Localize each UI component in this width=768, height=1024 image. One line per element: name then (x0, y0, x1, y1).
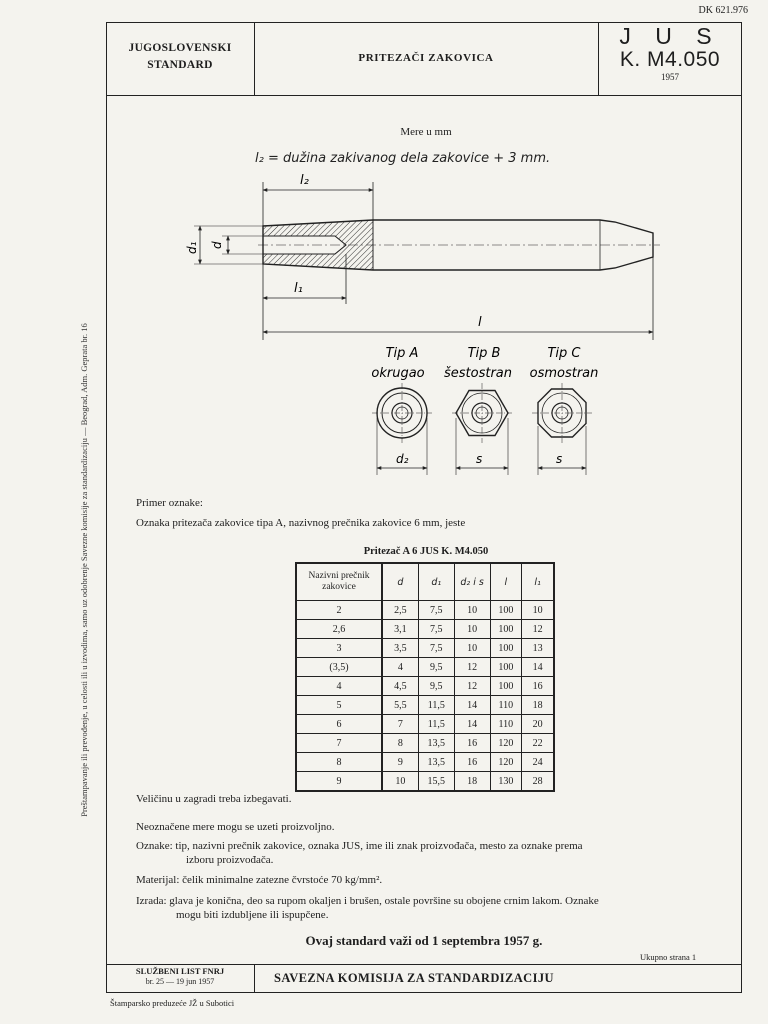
table-cell: 4,5 (382, 677, 418, 696)
table-cell: 14 (522, 658, 554, 677)
table-cell: 12 (454, 677, 490, 696)
table-cell: 5,5 (382, 696, 418, 715)
column-header-l1: l₁ (522, 563, 554, 601)
table-row (296, 658, 554, 677)
making-label: Izrada: (136, 895, 167, 907)
table-cell: 9,5 (418, 677, 454, 696)
printer-note: Štamparsko preduzeće JŽ u Subotici (110, 998, 235, 1008)
table-cell: 10 (454, 620, 490, 639)
standard-year: 1957 (661, 72, 679, 82)
table-cell: 7 (382, 715, 418, 734)
length-formula: l₂ = dužina zakivanog dela zakovice + 3 mm. (255, 151, 551, 166)
type-a-round-section (372, 383, 432, 443)
type-c-name: Tip C (547, 346, 581, 361)
total-pages: Ukupno strana 1 (640, 952, 697, 962)
note-marks (136, 839, 736, 867)
document-title: PRITEZAČI ZAKOVICA (358, 52, 494, 64)
s-hex-label: s (476, 452, 483, 466)
gazette-issue: br. 25 — 19 jun 1957 (145, 977, 215, 986)
table-cell: 100 (490, 658, 522, 677)
note-making (136, 894, 736, 922)
table-row (296, 772, 554, 792)
table-cell: 8 (382, 734, 418, 753)
table-cell: 100 (490, 677, 522, 696)
table-cell: 12 (454, 658, 490, 677)
table-cell: 24 (522, 753, 554, 772)
table-row (296, 601, 554, 620)
table-row (296, 639, 554, 658)
example-designation: Pritezač A 6 JUS K. M4.050 (363, 546, 489, 557)
dimensions-table (295, 562, 555, 792)
table-cell: 9,5 (418, 658, 454, 677)
table-cell: 8 (296, 753, 382, 772)
footer-divider (106, 964, 742, 965)
column-header-d2-s: d₂ i s (454, 563, 490, 601)
table-cell: 15,5 (418, 772, 454, 792)
table-cell: 22 (522, 734, 554, 753)
table-cell: 9 (382, 753, 418, 772)
table-cell: 16 (522, 677, 554, 696)
table-cell: 13 (522, 639, 554, 658)
type-b-name: Tip B (467, 346, 501, 361)
gazette-name: SLUŽBENI LIST FNRJ (135, 966, 225, 976)
jus-label: J U S (619, 23, 721, 49)
type-c-shape: osmostran (529, 366, 599, 381)
s-oct-label: s (556, 452, 563, 466)
l1-label: l₁ (294, 281, 303, 296)
dk-number: DK 621.976 (698, 5, 748, 16)
table-cell: 3,5 (382, 639, 418, 658)
technical-drawing (160, 140, 680, 480)
note-avoid: Veličinu u zagradi treba izbegavati. (136, 793, 292, 805)
table-cell: 110 (490, 715, 522, 734)
note-material (136, 873, 382, 887)
table-cell: 12 (522, 620, 554, 639)
column-header-d1: d₁ (418, 563, 454, 601)
column-header-d: d (382, 563, 418, 601)
table-cell: 3,1 (382, 620, 418, 639)
table-cell: 16 (454, 753, 490, 772)
table-cell: 11,5 (418, 696, 454, 715)
standard-code-block (598, 22, 742, 83)
table-cell: 2 (296, 601, 382, 620)
commission-name: SAVEZNA KOMISIJA ZA STANDARDIZACIJU (274, 971, 554, 985)
header-divider (106, 95, 742, 96)
d1-label: d₁ (185, 241, 199, 254)
table-cell: 100 (490, 639, 522, 658)
units-note: Mere u mm (400, 126, 452, 138)
standard-code: K. M4.050 (619, 48, 721, 71)
column-header-nominal-diameter: Nazivni prečnik zakovice (296, 563, 382, 601)
table-header-row (296, 563, 554, 601)
table-cell: 28 (522, 772, 554, 792)
l-label: l (478, 315, 482, 330)
table-cell: 9 (296, 772, 382, 792)
table-cell: 130 (490, 772, 522, 792)
table-cell: 100 (490, 601, 522, 620)
organization-name (106, 40, 254, 74)
table-cell: (3,5) (296, 658, 382, 677)
table-cell: 3 (296, 639, 382, 658)
table-cell: 20 (522, 715, 554, 734)
table-cell: 14 (454, 696, 490, 715)
official-gazette (106, 966, 254, 987)
material-label: Materijal: (136, 874, 180, 886)
making-text-1: glava je konična, deo sa rupom okaljen i brušen, ostale površine su obojene crnim lakom. Oznake (169, 895, 599, 907)
table-cell: 7,5 (418, 639, 454, 658)
table-cell: 2,6 (296, 620, 382, 639)
validity-statement: Ovaj standard važi od 1 septembra 1957 g. (305, 933, 543, 948)
table-cell: 14 (454, 715, 490, 734)
table-cell: 120 (490, 734, 522, 753)
table-cell: 2,5 (382, 601, 418, 620)
table-row (296, 734, 554, 753)
table-cell: 7,5 (418, 601, 454, 620)
table-row (296, 620, 554, 639)
table-cell: 13,5 (418, 753, 454, 772)
table-cell: 100 (490, 620, 522, 639)
table-cell: 10 (454, 639, 490, 658)
organization-line-1: JUGOSLOVENSKI (128, 42, 232, 54)
table-cell: 110 (490, 696, 522, 715)
column-header-l: l (490, 563, 522, 601)
table-cell: 6 (296, 715, 382, 734)
table-cell: 10 (522, 601, 554, 620)
organization-line-2: STANDARD (147, 59, 213, 71)
example-text: Oznaka pritezača zakovice tipa A, nazivnog prečnika zakovice 6 mm, jeste (136, 517, 466, 529)
table-row (296, 696, 554, 715)
table-cell: 4 (382, 658, 418, 677)
table-cell: 18 (522, 696, 554, 715)
note-arbitrary: Neoznačene mere mogu se uzeti proizvoljno. (136, 821, 335, 833)
table-cell: 13,5 (418, 734, 454, 753)
table-cell: 120 (490, 753, 522, 772)
d-label: d (210, 241, 224, 249)
table-cell: 11,5 (418, 715, 454, 734)
marks-label: Oznake: (136, 840, 173, 852)
l2-label: l₂ (300, 173, 309, 188)
table-cell: 10 (454, 601, 490, 620)
table-cell: 5 (296, 696, 382, 715)
example-heading: Primer oznake: (136, 497, 203, 509)
marks-text-1: tip, nazivni prečnik zakovice, oznaka JUS, ime ili znak proizvođača, mesto za oznake prema (175, 840, 583, 852)
table-cell: 7,5 (418, 620, 454, 639)
d2-label: d₂ (396, 452, 409, 466)
table-cell: 16 (454, 734, 490, 753)
type-b-shape: šestostran (443, 366, 513, 381)
making-text-2: mogu biti izdubljene ili ispupčene. (176, 909, 329, 921)
table-row (296, 715, 554, 734)
type-b-hexagon-section (452, 383, 512, 443)
copyright-side-note: Preštampavanje ili prevođenje, u celosti ili u izvodima, samo uz odobrenje Savezne komisije za standardizaciju — Beograd, Adm. Geprata br. 16 (79, 323, 89, 817)
table-cell: 10 (382, 772, 418, 792)
table-cell: 4 (296, 677, 382, 696)
type-a-shape: okrugao (371, 366, 425, 381)
type-a-name: Tip A (385, 346, 419, 361)
material-text: čelik minimalne zatezne čvrstoće 70 kg/mm². (182, 874, 383, 886)
type-c-octagon-section (532, 383, 592, 443)
table-cell: 18 (454, 772, 490, 792)
table-row (296, 753, 554, 772)
table-cell: 7 (296, 734, 382, 753)
table-row (296, 677, 554, 696)
marks-text-2: izboru proizvođača. (186, 854, 274, 866)
